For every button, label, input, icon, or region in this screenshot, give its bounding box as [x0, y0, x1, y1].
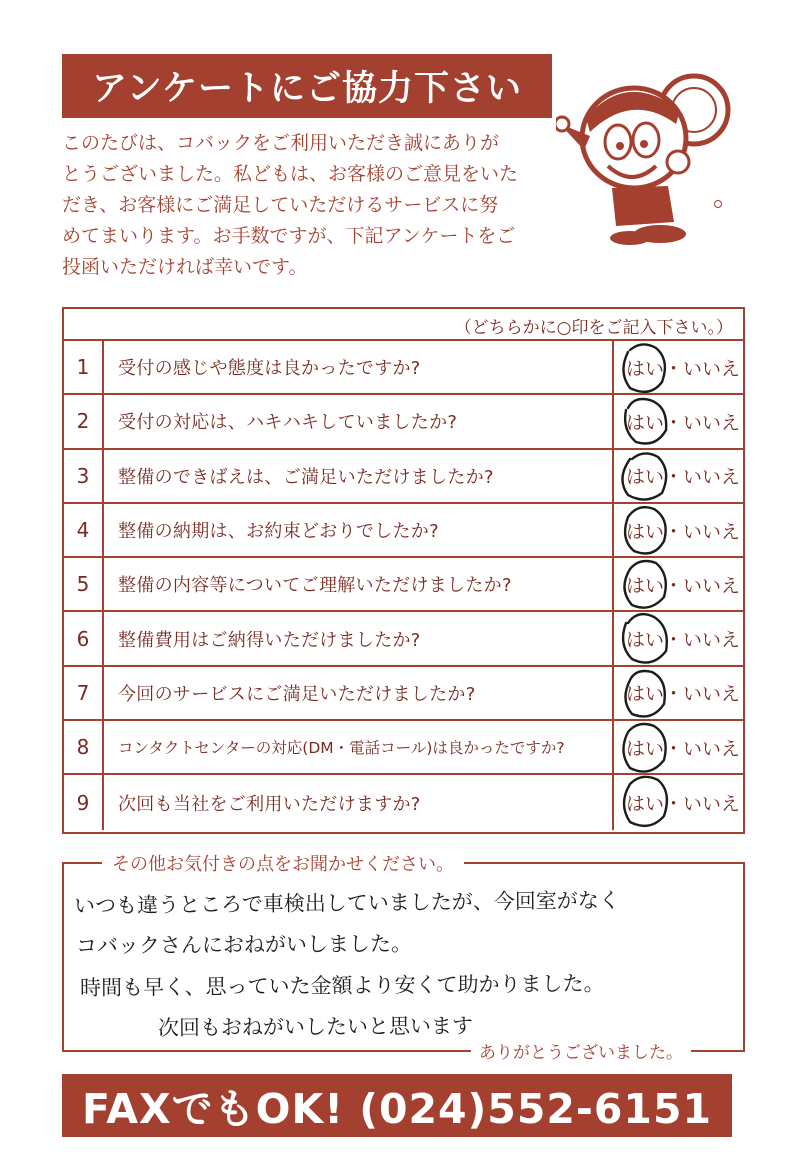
hand-drawn-circle-icon [616, 396, 676, 448]
question-number: 5 [64, 558, 104, 610]
comment-title: その他お気付きの点をお聞かせください。 [102, 850, 464, 876]
answer-options [614, 504, 743, 556]
question-text: 整備費用はご納得いただけましたか? [104, 612, 614, 664]
answer-no[interactable]: いいえ [683, 793, 741, 816]
answer-separator: ・ [664, 629, 684, 652]
answer-yes[interactable]: はい [626, 683, 665, 706]
question-text: 次回も当社をご利用いただけますか? [104, 775, 614, 829]
handwritten-line: いつも違うところで車検出していましたが、今回室がなく [73, 888, 620, 918]
question-row [64, 558, 743, 612]
intro-line: 投函いただければ幸いです。 [62, 256, 308, 278]
answer-separator: ・ [664, 411, 684, 434]
answer-no[interactable]: いいえ [683, 737, 741, 760]
intro-line: だき、お客様にご満足していただけるサービスに努 [62, 194, 499, 216]
hand-drawn-circle-icon [616, 451, 676, 503]
answer-yes[interactable]: はい [626, 574, 665, 597]
question-row [64, 775, 743, 829]
answer-no[interactable]: いいえ [683, 411, 741, 434]
answer-yes[interactable]: はい [626, 466, 665, 489]
question-number: 7 [64, 667, 104, 719]
question-row [64, 504, 743, 558]
answer-options [614, 667, 743, 719]
hand-drawn-circle-icon [616, 668, 676, 720]
handwritten-line: コバックさんにおねがいしました。 [75, 931, 413, 958]
fax-banner: FAXでもOK! (024)552-6151 [62, 1074, 732, 1137]
question-row [64, 721, 743, 775]
answer-options [614, 558, 743, 610]
answer-separator: ・ [664, 683, 684, 706]
mascot-character-icon [556, 66, 732, 246]
survey-table [62, 307, 745, 834]
question-row [64, 450, 743, 504]
answer-options [614, 612, 743, 664]
question-number: 4 [64, 504, 104, 556]
answer-options [614, 775, 743, 829]
question-row [64, 667, 743, 721]
hand-drawn-circle-icon [616, 342, 676, 394]
answer-no[interactable]: いいえ [683, 357, 741, 380]
intro-text [62, 128, 557, 283]
intro-line: このたびは、コバックをご利用いただき誠にありが [62, 132, 500, 154]
comment-closing: ありがとうございました。 [471, 1038, 691, 1063]
answer-options [614, 341, 743, 393]
intro-line: とうございました。私どもは、お客様のご意見をいた [62, 163, 519, 185]
hand-drawn-circle-icon [616, 613, 676, 665]
answer-yes[interactable]: はい [626, 737, 665, 760]
answer-separator: ・ [664, 737, 684, 760]
question-text: 整備のできばえは、ご満足いただけましたか? [104, 450, 614, 502]
answer-yes[interactable]: はい [626, 411, 665, 434]
answer-no[interactable]: いいえ [683, 574, 741, 597]
answer-no[interactable]: いいえ [683, 466, 741, 489]
answer-separator: ・ [664, 520, 684, 543]
question-number: 2 [64, 395, 104, 447]
answer-no[interactable]: いいえ [683, 683, 741, 706]
question-row [64, 395, 743, 449]
answer-options [614, 721, 743, 773]
answer-yes[interactable]: はい [626, 520, 665, 543]
answer-separator: ・ [664, 793, 684, 816]
question-number: 1 [64, 341, 104, 393]
question-number: 6 [64, 612, 104, 664]
answer-yes[interactable]: はい [626, 793, 665, 816]
question-text: 受付の対応は、ハキハキしていましたか? [104, 395, 614, 447]
answer-yes[interactable]: はい [626, 357, 665, 380]
answer-no[interactable]: いいえ [683, 629, 741, 652]
question-text: コンタクトセンターの対応(DM・電話コール)は良かったですか? [104, 721, 614, 773]
answer-separator: ・ [664, 466, 684, 489]
answer-options [614, 395, 743, 447]
hand-drawn-circle-icon [616, 776, 676, 828]
question-text: 受付の感じや態度は良かったですか? [104, 341, 614, 393]
question-number: 3 [64, 450, 104, 502]
question-row [64, 341, 743, 395]
hand-drawn-circle-icon [616, 722, 676, 774]
answer-options [614, 450, 743, 502]
question-row [64, 612, 743, 666]
intro-line: めてまいります。お手数ですが、下記アンケートをご [62, 225, 516, 247]
question-text: 今回のサービスにご満足いただけましたか? [104, 667, 614, 719]
answer-no[interactable]: いいえ [683, 520, 741, 543]
hand-drawn-circle-icon [616, 559, 676, 611]
answer-separator: ・ [664, 574, 684, 597]
handwritten-line: 次回もおねがいしたいと思います [157, 1013, 474, 1040]
answer-yes[interactable]: はい [626, 629, 665, 652]
survey-instruction: （どちらかに○印をご記入下さい。） [64, 309, 743, 341]
question-text: 整備の納期は、お約束どおりでしたか? [104, 504, 614, 556]
survey-title: アンケートにご協力下さい [62, 54, 552, 118]
answer-separator: ・ [664, 357, 684, 380]
question-number: 8 [64, 721, 104, 773]
question-number: 9 [64, 775, 104, 829]
handwritten-line: 時間も早く、思っていた金額より安くて助かりました。 [79, 971, 605, 1000]
question-text: 整備の内容等についてご理解いただけましたか? [104, 558, 614, 610]
hand-drawn-circle-icon [616, 505, 676, 557]
